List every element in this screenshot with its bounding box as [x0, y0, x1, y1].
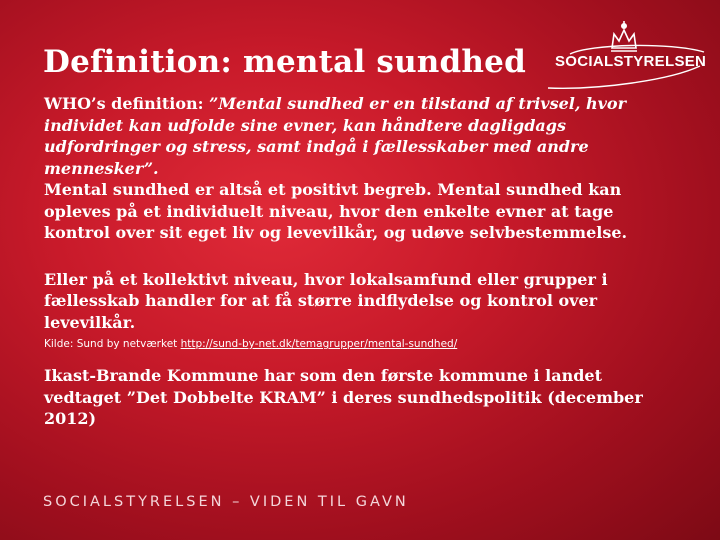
slide-title: Definition: mental sundhed — [43, 44, 526, 80]
socialstyrelsen-logo — [540, 18, 708, 96]
footer-tagline: SOCIALSTYRELSEN – VIDEN TIL GAVN — [43, 494, 409, 510]
source-link[interactable]: http://sund-by-net.dk/temagrupper/mental-sundhed/ — [180, 338, 458, 350]
who-definition — [44, 93, 674, 179]
source-citation — [44, 337, 674, 351]
spacer — [44, 244, 674, 269]
who-definition-label: WHO’s definition: — [44, 94, 210, 113]
slide-body — [44, 93, 674, 430]
ikast-brande-paragraph: Ikast-Brande Kommune har som den første kommune i landet vedtaget ”Det Dobbelte KRAM” i deres sundhedspolitik (december 2012) — [44, 366, 643, 428]
who-definition-quote: ”Mental sundhed er en tilstand af trivsel, hvor individet kan udfolde sine evner, kan håndtere dagligdags udfordringer og stress, samt indgå i fællesskaber med andre mennesker”. — [44, 94, 627, 178]
collective-level-paragraph: Eller på et kollektivt niveau, hvor lokalsamfund eller grupper i fællesskab handler for at få større indflydelse og kontrol over levevilkår. — [44, 269, 608, 332]
positive-concept-paragraph: Mental sundhed er altså et positivt begreb. Mental sundhed kan opleves på et individuelt niveau, hvor den enkelte evner at tage kontrol over sit eget liv og levevilkår, og udøve selvbestemmelse. — [44, 180, 628, 242]
logo-wordmark: SOCIALSTYRELSEN — [555, 53, 707, 70]
source-label: Kilde: Sund by netværket — [44, 338, 181, 350]
